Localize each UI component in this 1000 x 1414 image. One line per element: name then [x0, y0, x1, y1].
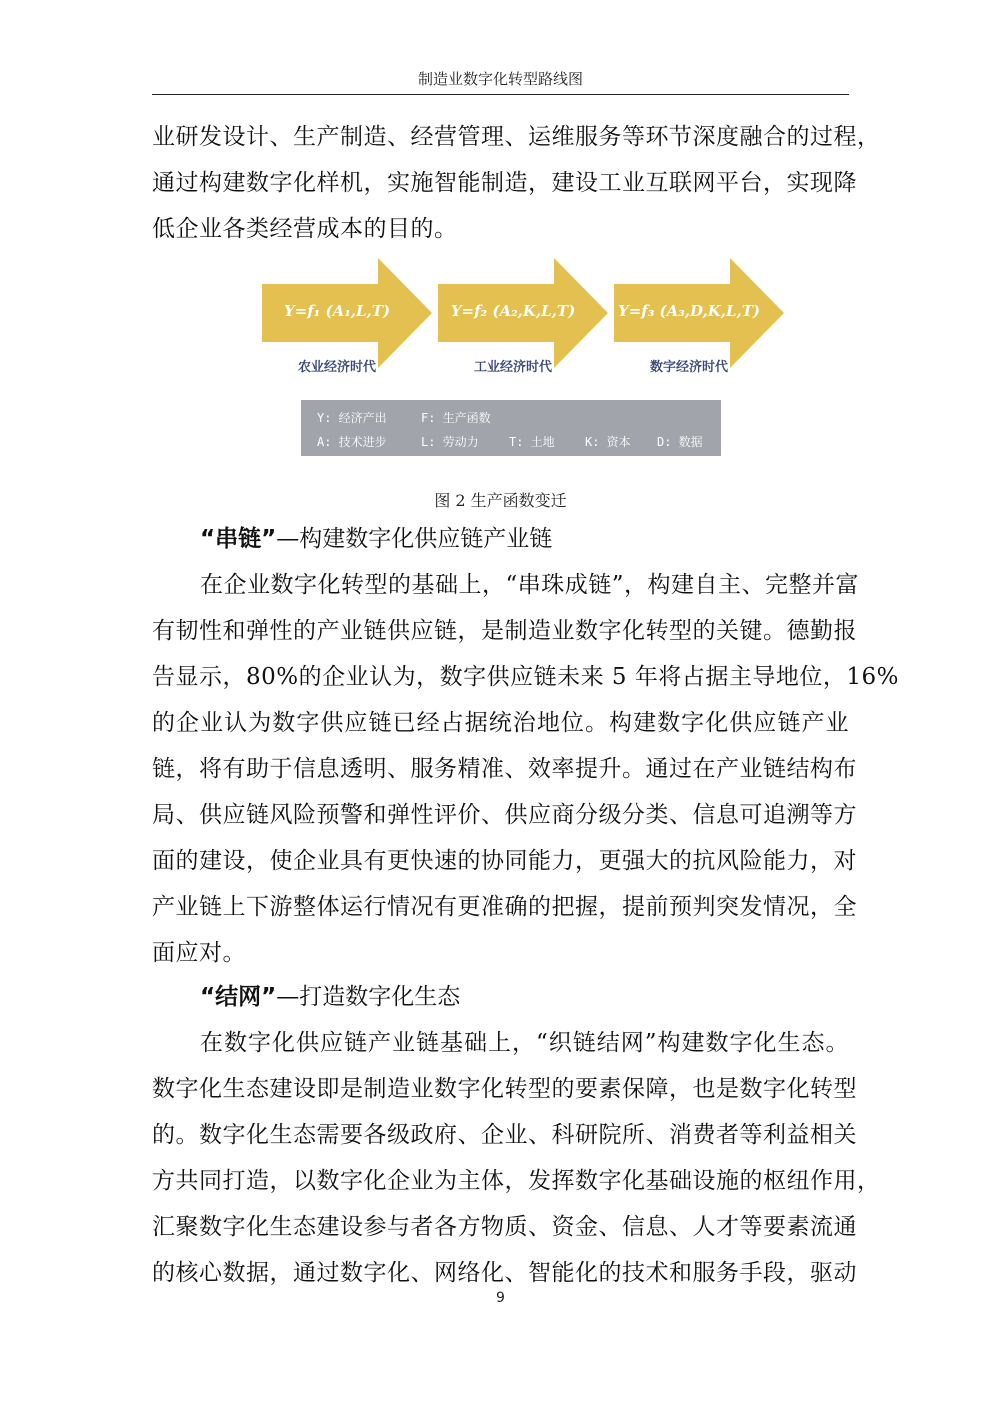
text-line: 在企业数字化转型的基础上，“串珠成链”，构建自主、完整并富 — [200, 572, 860, 598]
symbol-legend — [301, 400, 721, 456]
era-label: 数字经济时代 — [649, 360, 728, 375]
text-line: 局、供应链风险预警和弹性评价、供应商分级分类、信息可追溯等方 — [152, 802, 857, 828]
text-line: 的企业认为数字供应链已经占据统治地位。构建数字化供应链产业 — [152, 710, 849, 736]
text-line: 方共同打造，以数字化企业为主体，发挥数字化基础设施的枢纽作用， — [152, 1168, 881, 1194]
section-heading-chain — [200, 516, 552, 562]
text-line: 数字化生态建设即是制造业数字化转型的要素保障，也是数字化转型 — [152, 1076, 857, 1102]
text-line: 面的建设，使企业具有更快速的协同能力，更强大的抗风险能力，对 — [152, 848, 857, 874]
era-label: 农业经济时代 — [297, 360, 376, 375]
heading-text: —打造数字化生态 — [276, 984, 461, 1010]
text-line: 告显示，80%的企业认为，数字供应链未来 5 年将占据主导地位，16% — [152, 664, 899, 690]
heading-keyword: “结网” — [200, 984, 277, 1010]
chain-paragraph — [152, 562, 899, 976]
legend-item-t: T: 土地 — [509, 435, 555, 449]
era-arrow-industrial — [438, 256, 610, 386]
text-line: 业研发设计、生产制造、经营管理、运维服务等环节深度融合的过程， — [152, 124, 881, 150]
text-line: 有韧性和弹性的产业链供应链，是制造业数字化转型的关键。德勤报 — [152, 618, 857, 644]
formula-label: Y=f₂ (A₂,K,L,T) — [450, 302, 576, 320]
legend-item-k: K: 资本 — [585, 435, 631, 449]
intro-paragraph — [152, 114, 881, 252]
heading-keyword: “串链” — [200, 526, 277, 552]
text-line: 的。数字化生态需要各级政府、企业、科研院所、消费者等利益相关 — [152, 1122, 857, 1148]
figure-caption: 图 2 生产函数变迁 — [434, 491, 567, 510]
era-label: 工业经济时代 — [473, 360, 552, 375]
legend-item-l: L: 劳动力 — [421, 435, 479, 449]
formula-label: Y=f₃ (A₃,D,K,L,T) — [617, 302, 761, 320]
legend-item-f: F: 生产函数 — [421, 411, 491, 425]
text-line: 低企业各类经营成本的目的。 — [152, 216, 458, 242]
text-line: 汇聚数字化生态建设参与者各方物质、资金、信息、人才等要素流通 — [152, 1214, 857, 1240]
legend-item-y: Y: 经济产出 — [317, 411, 387, 425]
production-function-diagram — [262, 256, 792, 386]
text-line: 的核心数据，通过数字化、网络化、智能化的技术和服务手段，驱动 — [152, 1260, 857, 1286]
text-line: 在数字化供应链产业链基础上，“织链结网”构建数字化生态。 — [200, 1030, 849, 1056]
network-paragraph — [152, 1020, 881, 1296]
page-number: 9 — [496, 1290, 505, 1306]
text-line: 面应对。 — [152, 940, 246, 966]
text-line: 通过构建数字化样机，实施智能制造，建设工业互联网平台，实现降 — [152, 170, 857, 196]
section-heading-network — [200, 974, 460, 1020]
text-line: 链，将有助于信息透明、服务精准、效率提升。通过在产业链结构布 — [152, 756, 857, 782]
heading-text: —构建数字化供应链产业链 — [276, 526, 553, 552]
legend-item-d: D: 数据 — [657, 435, 703, 449]
formula-label: Y=f₁ (A₁,L,T) — [283, 302, 391, 320]
text-line: 产业链上下游整体运行情况有更准确的把握，提前预判突发情况，全 — [152, 894, 857, 920]
era-arrow-digital — [614, 256, 786, 386]
running-header: 制造业数字化转型路线图 — [417, 70, 583, 88]
legend-item-a: A: 技术进步 — [317, 435, 387, 449]
header-divider — [152, 94, 849, 95]
era-arrow-agriculture — [262, 256, 434, 386]
